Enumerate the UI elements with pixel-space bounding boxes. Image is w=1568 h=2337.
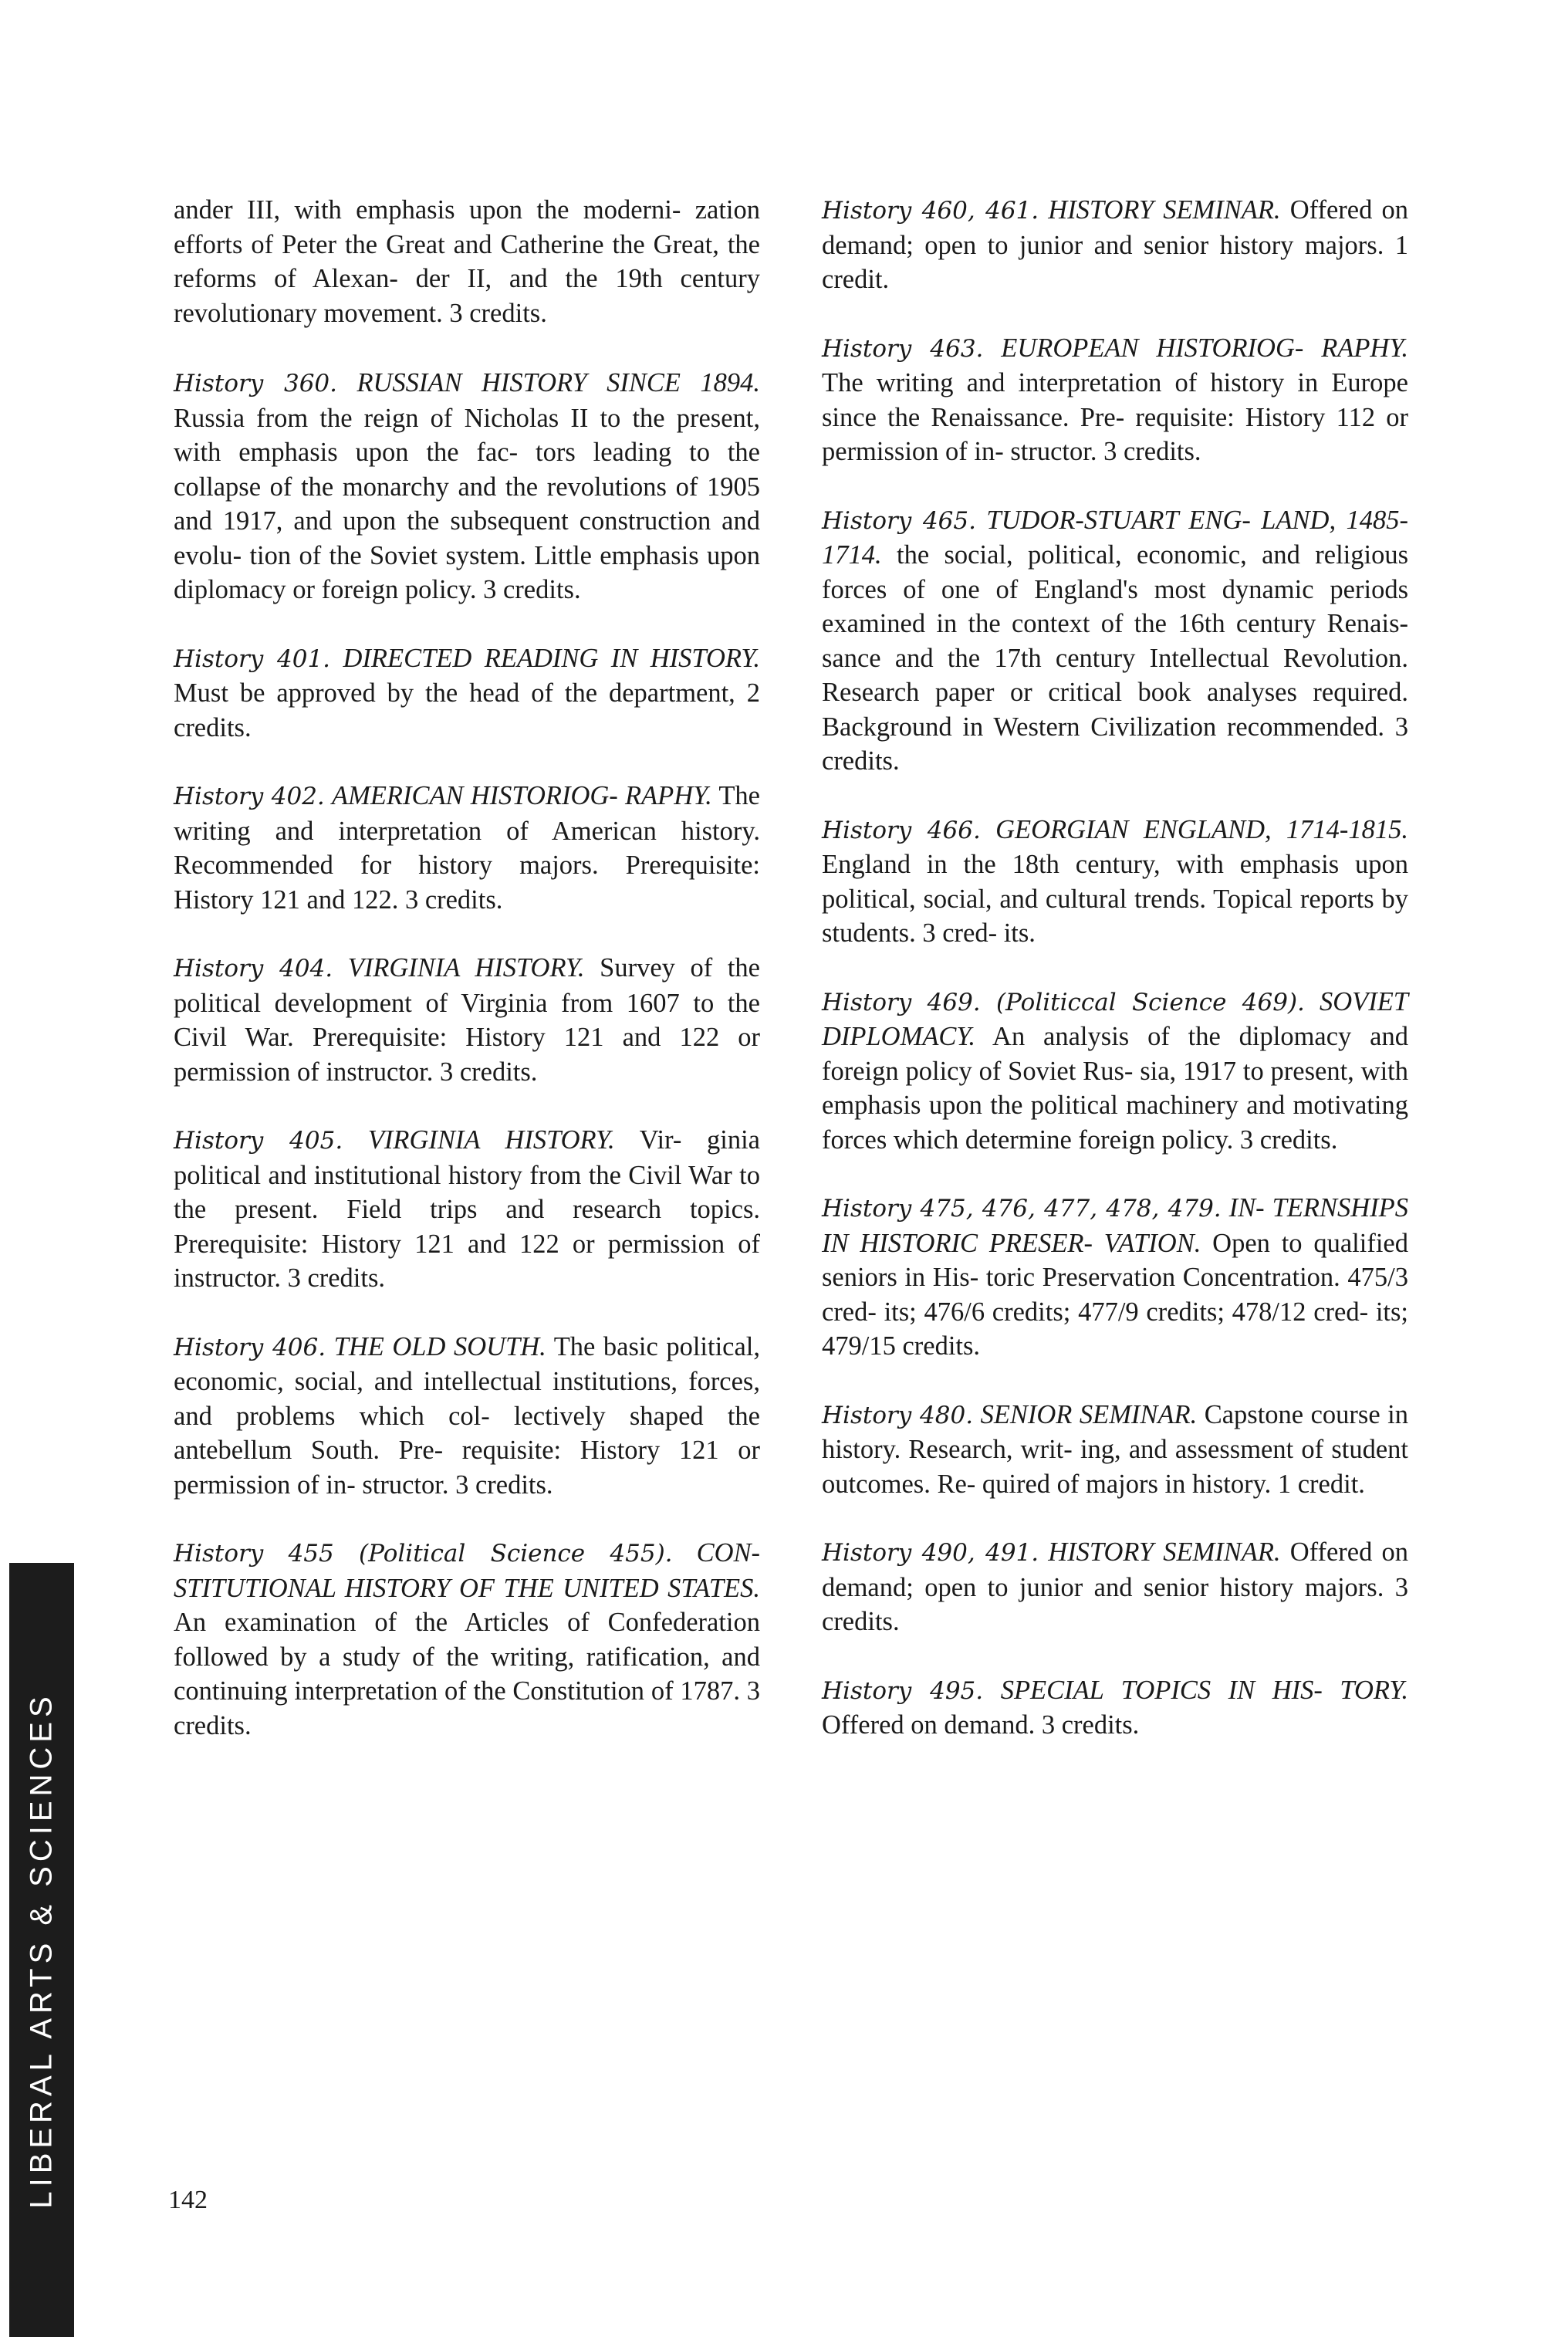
course-number: History 401.	[174, 644, 331, 673]
course-entry-history-406	[174, 1330, 760, 1503]
course-description: Offered on demand; open to junior and senior history majors. 1 credit.	[822, 195, 1408, 294]
course-title: RUSSIAN HISTORY SINCE 1894.	[357, 368, 761, 397]
course-title: CON- STITUTIONAL HISTORY OF THE UNITED STATES.	[174, 1538, 760, 1603]
course-description: Offered on demand. 3 credits.	[822, 1710, 1140, 1740]
course-title: VIRGINIA HISTORY.	[367, 1125, 615, 1155]
course-number: History 402.	[174, 783, 325, 810]
course-number: History 455 (Political Science 455).	[174, 1540, 673, 1568]
course-entry-history-463	[822, 331, 1408, 469]
course-title: SOVIET DIPLOMACY.	[822, 986, 1408, 1051]
section-side-tab-label: LIBERAL ARTS & SCIENCES	[24, 1692, 59, 2209]
course-entry-history-404	[174, 951, 760, 1089]
course-entry-history-401	[174, 641, 760, 746]
course-number: History 469. (Politiccal Science 469).	[822, 988, 1305, 1016]
course-number: History 360.	[174, 370, 337, 397]
course-title: SPECIAL TOPICS IN HIS- TORY.	[1000, 1675, 1408, 1705]
course-description: The writing and interpretation of American history. Recommended for history majors. Prerequisite: History 121 and 122. 3 credits.	[174, 781, 760, 915]
course-entry-history-405	[174, 1123, 760, 1296]
course-entry-history-490-491	[822, 1535, 1408, 1639]
course-description: Offered on demand; open to junior and senior history majors. 3 credits.	[822, 1537, 1408, 1636]
course-number: History 475, 476, 477, 478, 479.	[822, 1195, 1222, 1223]
course-description: Capstone course in history. Research, writ- ing, and assessment of student outcomes. Re- quired of majors in history. 1 credit.	[822, 1399, 1408, 1499]
course-number: History 465.	[822, 506, 976, 535]
course-title: EUROPEAN HISTORIOG- RAPHY.	[1001, 333, 1408, 363]
course-number: History 406.	[174, 1333, 326, 1361]
course-title: THE OLD SOUTH.	[333, 1331, 546, 1361]
course-number: History 404.	[174, 955, 333, 982]
course-description: The basic political, economic, social, and intellectual institutions, forces, and problems which col- lectively shaped the antebellum South. Pre- requisite: History 121 or permission of in- structor. 3 credits.	[174, 1331, 760, 1500]
course-title: IN- TERNSHIPS IN HISTORIC PRESER- VATION.	[822, 1193, 1408, 1258]
course-title: GEORGIAN ENGLAND, 1714-1815.	[995, 814, 1408, 844]
section-side-tab	[9, 1563, 74, 2337]
course-title: HISTORY SEMINAR.	[1048, 1537, 1281, 1567]
course-entry-history-495	[822, 1673, 1408, 1743]
course-entry-history-466	[822, 813, 1408, 951]
course-entry-history-360	[174, 366, 760, 607]
course-entry-history-460-461	[822, 193, 1408, 297]
course-description: ander III, with emphasis upon the moderni- zation efforts of Peter the Great and Catherine the Great, the reforms of Alexan- der II, and the 19th century revolutionary movement. 3 credits.	[174, 195, 760, 328]
page-number: 142	[168, 2186, 208, 2214]
course-description: England in the 18th century, with emphasis upon political, social, and cultural trends. Topical reports by students. 3 cred- its.	[822, 850, 1408, 948]
course-description: Survey of the political development of Virginia from 1607 to the Civil War. Prerequisite: History 121 and 122 or permission of instructor. 3 credits.	[174, 953, 760, 1087]
course-title: SENIOR SEMINAR.	[980, 1399, 1198, 1429]
course-entry-history-480	[822, 1398, 1408, 1502]
course-entry-continued	[174, 193, 760, 330]
course-entry-history-465	[822, 503, 1408, 779]
course-description: Russia from the reign of Nicholas II to the present, with emphasis upon the fac- tors leading to the collapse of the monarchy and the revolutions of 1905 and 1917, and upon the subsequent construction and evolu- tion of the Soviet system. Little emphasis upon diplomacy or foreign policy. 3 credits.	[174, 403, 760, 604]
course-title: HISTORY SEMINAR.	[1048, 195, 1281, 225]
course-description: The writing and interpretation of history in Europe since the Renaissance. Pre- requisite: History 112 or permission of in- structor. 3 credits.	[822, 368, 1408, 466]
course-number: History 495.	[822, 1676, 984, 1705]
course-number: History 463.	[822, 334, 984, 363]
course-entry-history-402	[174, 779, 760, 917]
course-entry-history-469	[822, 985, 1408, 1158]
course-entry-history-475-479	[822, 1191, 1408, 1364]
course-number: History 460, 461.	[822, 197, 1039, 225]
course-description: the social, political, economic, and religious forces of one of England's most dynamic periods examined in the context of the 16th century Renais- sance and the 17th century Intellectual Revolution. Research paper or critical book analyses required. Background in Western Civilization recommended. 3 credits.	[822, 540, 1409, 776]
right-column	[822, 193, 1408, 1777]
course-description: Vir- ginia political and institutional history from the Civil War to the present. Field trips and research topics. Prerequisite: History 121 and 122 or permission of instructor. 3 credits.	[174, 1125, 760, 1293]
course-description: An examination of the Articles of Confederation followed by a study of the writing, ratification, and continuing interpretation of the Constitution of 1787. 3 credits.	[174, 1608, 760, 1740]
course-number: History 405.	[174, 1127, 343, 1155]
course-title: AMERICAN HISTORIOG- RAPHY.	[332, 781, 712, 810]
course-title: VIRGINIA HISTORY.	[347, 953, 585, 982]
course-entry-history-455	[174, 1536, 760, 1743]
course-description: An analysis of the diplomacy and foreign policy of Soviet Rus- sia, 1917 to present, with emphasis upon the political machinery and motivating forces which determine foreign policy. 3 credits.	[822, 1022, 1408, 1155]
course-description: Must be approved by the head of the department, 2 credits.	[174, 678, 760, 742]
course-title: TUDOR-STUART ENG- LAND, 1485-1714.	[822, 505, 1408, 570]
left-column	[174, 193, 760, 1777]
course-number: History 480.	[822, 1401, 974, 1429]
course-description: Open to qualified seniors in His- toric Preservation Concentration. 475/3 cred- its; 476/6 credits; 477/9 credits; 478/12 cred- its; 479/15 credits.	[822, 1228, 1408, 1361]
course-title: DIRECTED READING IN HISTORY.	[343, 643, 760, 673]
course-number: History 490, 491.	[822, 1539, 1039, 1567]
course-number: History 466.	[822, 816, 981, 844]
